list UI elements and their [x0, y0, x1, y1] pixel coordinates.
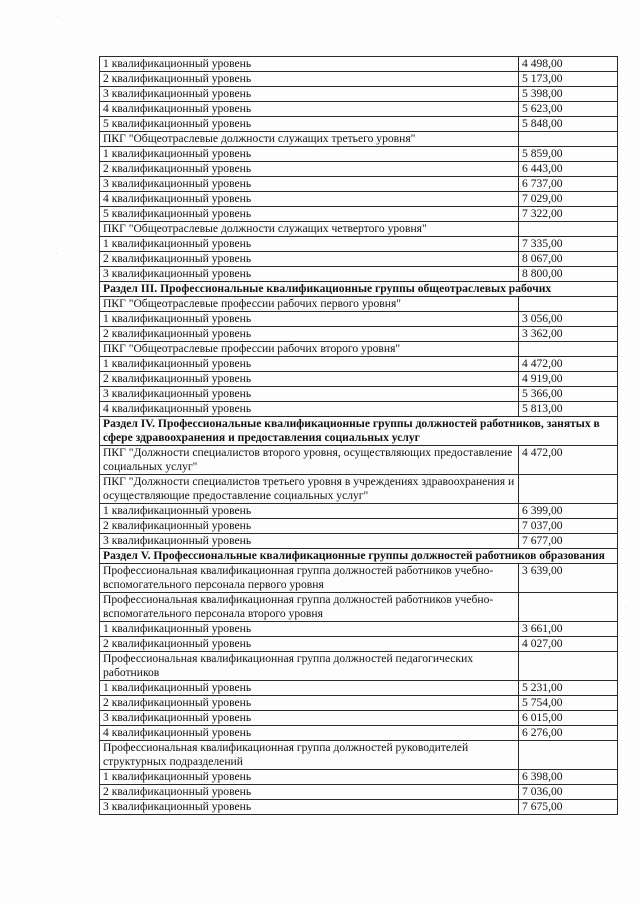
group-name-cell: ПКГ "Общеотраслевые должности служащих третьего уровня": [100, 132, 519, 147]
group-row: [100, 593, 618, 622]
salary-value-cell: 8 067,00: [519, 252, 618, 267]
level-name-cell: 4 квалификационный уровень: [100, 192, 519, 207]
level-name-cell: 1 квалификационный уровень: [100, 504, 519, 519]
level-name-cell: 4 квалификационный уровень: [100, 102, 519, 117]
group-name-cell: ПКГ "Общеотраслевые должности служащих четвертого уровня": [100, 222, 519, 237]
level-name-cell: 3 квалификационный уровень: [100, 177, 519, 192]
section-row: [100, 282, 618, 297]
level-name-cell: 1 квалификационный уровень: [100, 770, 519, 785]
salary-value-cell: 6 443,00: [519, 162, 618, 177]
group-row: [100, 564, 618, 593]
salary-value-cell: 3 056,00: [519, 312, 618, 327]
level-row: [100, 252, 618, 267]
salary-table: [99, 56, 618, 815]
level-row: [100, 800, 618, 815]
group-row: [100, 652, 618, 681]
level-row: [100, 622, 618, 637]
level-row: [100, 402, 618, 417]
level-name-cell: 3 квалификационный уровень: [100, 87, 519, 102]
salary-value-cell: [519, 593, 618, 622]
level-row: [100, 72, 618, 87]
salary-value-cell: 5 859,00: [519, 147, 618, 162]
level-row: [100, 102, 618, 117]
salary-table-body: [100, 57, 618, 815]
group-row: [100, 222, 618, 237]
salary-value-cell: [519, 652, 618, 681]
level-name-cell: 2 квалификационный уровень: [100, 162, 519, 177]
salary-value-cell: [519, 741, 618, 770]
group-row: [100, 132, 618, 147]
salary-value-cell: 8 800,00: [519, 267, 618, 282]
salary-value-cell: [519, 297, 618, 312]
group-row: [100, 342, 618, 357]
section-heading: Раздел III. Профессиональные квалификационные группы общеотраслевых рабочих: [100, 282, 618, 297]
level-row: [100, 681, 618, 696]
level-name-cell: 2 квалификационный уровень: [100, 252, 519, 267]
salary-value-cell: 3 362,00: [519, 327, 618, 342]
level-row: [100, 504, 618, 519]
salary-value-cell: 5 754,00: [519, 696, 618, 711]
level-row: [100, 785, 618, 800]
salary-value-cell: 7 036,00: [519, 785, 618, 800]
level-name-cell: 5 квалификационный уровень: [100, 117, 519, 132]
level-name-cell: 2 квалификационный уровень: [100, 372, 519, 387]
scan-mark: ·: [625, 604, 627, 611]
salary-value-cell: 4 498,00: [519, 57, 618, 72]
salary-value-cell: 7 037,00: [519, 519, 618, 534]
level-row: [100, 207, 618, 222]
group-row: [100, 297, 618, 312]
group-name-cell: Профессиональная квалификационная группа должностей руководителей структурных подразделений: [100, 741, 519, 770]
section-heading: Раздел IV. Профессиональные квалификационные группы должностей работников, занятых в сфере здравоохранения и предоставления социальных услуг: [100, 417, 618, 446]
level-row: [100, 312, 618, 327]
group-name-cell: ПКГ "Общеотраслевые профессии рабочих второго уровня": [100, 342, 519, 357]
scan-mark: ·: [57, 14, 59, 21]
salary-value-cell: 6 015,00: [519, 711, 618, 726]
section-row: [100, 417, 618, 446]
salary-value-cell: 3 639,00: [519, 564, 618, 593]
level-name-cell: 3 квалификационный уровень: [100, 711, 519, 726]
salary-value-cell: 5 848,00: [519, 117, 618, 132]
level-name-cell: 3 квалификационный уровень: [100, 267, 519, 282]
level-name-cell: 1 квалификационный уровень: [100, 681, 519, 696]
level-name-cell: 5 квалификационный уровень: [100, 207, 519, 222]
level-row: [100, 372, 618, 387]
level-name-cell: 2 квалификационный уровень: [100, 519, 519, 534]
salary-value-cell: 6 276,00: [519, 726, 618, 741]
salary-value-cell: 5 398,00: [519, 87, 618, 102]
salary-value-cell: 6 398,00: [519, 770, 618, 785]
salary-value-cell: [519, 475, 618, 504]
level-row: [100, 637, 618, 652]
level-row: [100, 357, 618, 372]
group-row: [100, 446, 618, 475]
level-row: [100, 726, 618, 741]
level-row: [100, 770, 618, 785]
level-name-cell: 2 квалификационный уровень: [100, 696, 519, 711]
group-name-cell: ПКГ "Общеотраслевые профессии рабочих первого уровня": [100, 297, 519, 312]
salary-value-cell: 6 399,00: [519, 504, 618, 519]
level-name-cell: 2 квалификационный уровень: [100, 637, 519, 652]
salary-value-cell: 7 029,00: [519, 192, 618, 207]
salary-value-cell: 5 366,00: [519, 387, 618, 402]
level-name-cell: 1 квалификационный уровень: [100, 357, 519, 372]
level-row: [100, 147, 618, 162]
salary-value-cell: 7 677,00: [519, 534, 618, 549]
salary-value-cell: 5 623,00: [519, 102, 618, 117]
level-name-cell: 1 квалификационный уровень: [100, 237, 519, 252]
level-row: [100, 519, 618, 534]
salary-value-cell: 4 027,00: [519, 637, 618, 652]
level-name-cell: 1 квалификационный уровень: [100, 312, 519, 327]
level-row: [100, 711, 618, 726]
group-name-cell: ПКГ "Должности специалистов третьего уровня в учреждениях здравоохранения и осуществляющие предоставление социальных услуг": [100, 475, 519, 504]
level-row: [100, 696, 618, 711]
salary-value-cell: 4 472,00: [519, 446, 618, 475]
group-row: [100, 475, 618, 504]
level-row: [100, 387, 618, 402]
level-name-cell: 1 квалификационный уровень: [100, 622, 519, 637]
group-name-cell: Профессиональная квалификационная группа должностей педагогических работников: [100, 652, 519, 681]
salary-value-cell: 7 322,00: [519, 207, 618, 222]
section-heading: Раздел V. Профессиональные квалификационные группы должностей работников образования: [100, 549, 618, 564]
salary-value-cell: 7 675,00: [519, 800, 618, 815]
section-row: [100, 549, 618, 564]
level-name-cell: 1 квалификационный уровень: [100, 57, 519, 72]
level-name-cell: 3 квалификационный уровень: [100, 387, 519, 402]
level-row: [100, 87, 618, 102]
scan-mark: ·: [66, 712, 68, 719]
salary-value-cell: 4 472,00: [519, 357, 618, 372]
salary-value-cell: 4 919,00: [519, 372, 618, 387]
salary-value-cell: 5 231,00: [519, 681, 618, 696]
level-row: [100, 177, 618, 192]
salary-value-cell: 5 173,00: [519, 72, 618, 87]
salary-value-cell: 6 737,00: [519, 177, 618, 192]
level-name-cell: 2 квалификационный уровень: [100, 72, 519, 87]
level-row: [100, 534, 618, 549]
level-name-cell: 4 квалификационный уровень: [100, 402, 519, 417]
level-row: [100, 237, 618, 252]
salary-value-cell: [519, 222, 618, 237]
salary-value-cell: [519, 342, 618, 357]
level-row: [100, 162, 618, 177]
level-name-cell: 3 квалификационный уровень: [100, 534, 519, 549]
level-row: [100, 192, 618, 207]
level-row: [100, 327, 618, 342]
level-row: [100, 117, 618, 132]
level-name-cell: 2 квалификационный уровень: [100, 327, 519, 342]
level-row: [100, 267, 618, 282]
level-name-cell: 1 квалификационный уровень: [100, 147, 519, 162]
salary-value-cell: 5 813,00: [519, 402, 618, 417]
level-row: [100, 57, 618, 72]
level-name-cell: 4 квалификационный уровень: [100, 726, 519, 741]
group-row: [100, 741, 618, 770]
group-name-cell: ПКГ "Должности специалистов второго уровня, осуществляющих предоставление социальных услуг": [100, 446, 519, 475]
level-name-cell: 3 квалификационный уровень: [100, 800, 519, 815]
scan-mark: ·: [56, 251, 58, 258]
salary-value-cell: 3 661,00: [519, 622, 618, 637]
salary-value-cell: [519, 132, 618, 147]
group-name-cell: Профессиональная квалификационная группа должностей работников учебно-вспомогательного персонала первого уровня: [100, 564, 519, 593]
level-name-cell: 2 квалификационный уровень: [100, 785, 519, 800]
group-name-cell: Профессиональная квалификационная группа должностей работников учебно-вспомогательного персонала второго уровня: [100, 593, 519, 622]
salary-value-cell: 7 335,00: [519, 237, 618, 252]
